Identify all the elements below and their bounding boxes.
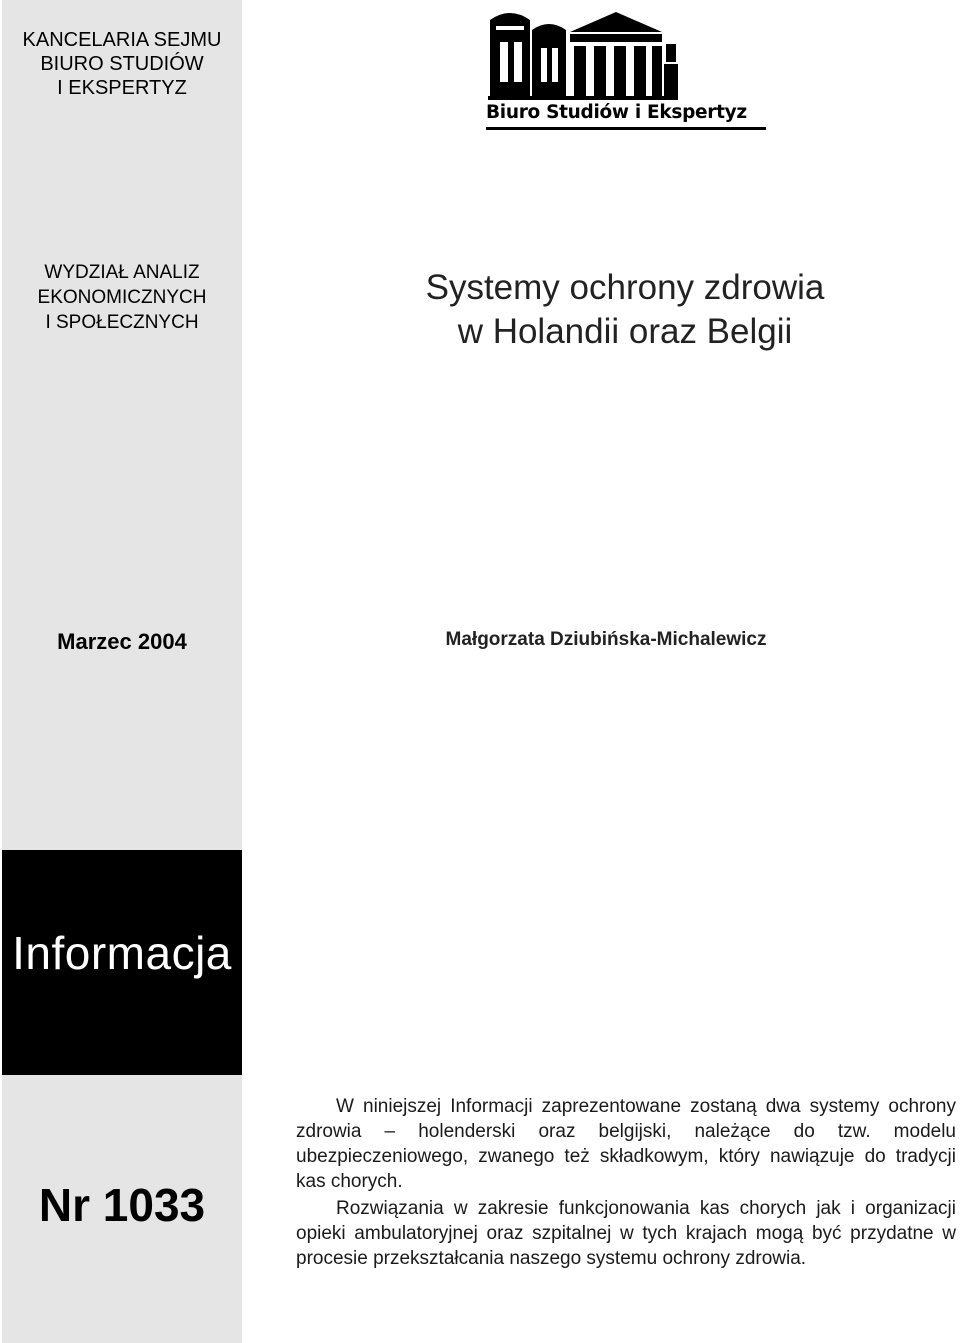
org-line: BIURO STUDIÓW bbox=[40, 53, 204, 75]
org-line: I EKSPERTYZ bbox=[57, 77, 187, 99]
org-name bbox=[2, 28, 242, 100]
publication-date: Marzec 2004 bbox=[57, 629, 187, 654]
title-line: w Holandii oraz Belgii bbox=[457, 312, 793, 351]
dept-line: WYDZIAŁ ANALIZ bbox=[44, 262, 200, 283]
sidebar bbox=[2, 0, 242, 1343]
issue-number: Nr 1033 bbox=[38, 1179, 206, 1231]
title-line: Systemy ochrony zdrowia bbox=[425, 268, 825, 307]
abstract-paragraph: Rozwiązania w zakresie funkcjonowania kas chorych jak i organizacji opieki ambulatoryjnej oraz szpitalnej w tych krajach mogą być przydatne w procesie przekształcania naszego systemu ochrony zdrowia. bbox=[296, 1198, 956, 1269]
abstract bbox=[296, 1094, 956, 1273]
building-facade-icon bbox=[486, 4, 768, 104]
document-type-label: Informacja bbox=[12, 927, 232, 979]
department-name bbox=[2, 260, 242, 335]
logo-underline bbox=[486, 127, 766, 130]
abstract-paragraph: W niniejszej Informacji zaprezentowane zostaną dwa systemy ochrony zdrowia – holenderski oraz belgijski, należące do tzw. modelu ubezpieczeniowego, zwanego też składkowym, który nawiązuje do tradycji kas chorych. bbox=[296, 1096, 956, 1192]
document-title bbox=[300, 266, 950, 354]
document-type-box bbox=[2, 850, 242, 1075]
dept-line: EKONOMICZNYCH bbox=[37, 287, 207, 308]
dept-line: I SPOŁECZNYCH bbox=[45, 312, 199, 333]
author-name: Małgorzata Dziubińska-Michalewicz bbox=[445, 629, 767, 650]
org-line: KANCELARIA SEJMU bbox=[22, 29, 222, 51]
logo-text: Biuro Studiów i Ekspertyz bbox=[486, 102, 747, 123]
logo bbox=[486, 4, 768, 132]
